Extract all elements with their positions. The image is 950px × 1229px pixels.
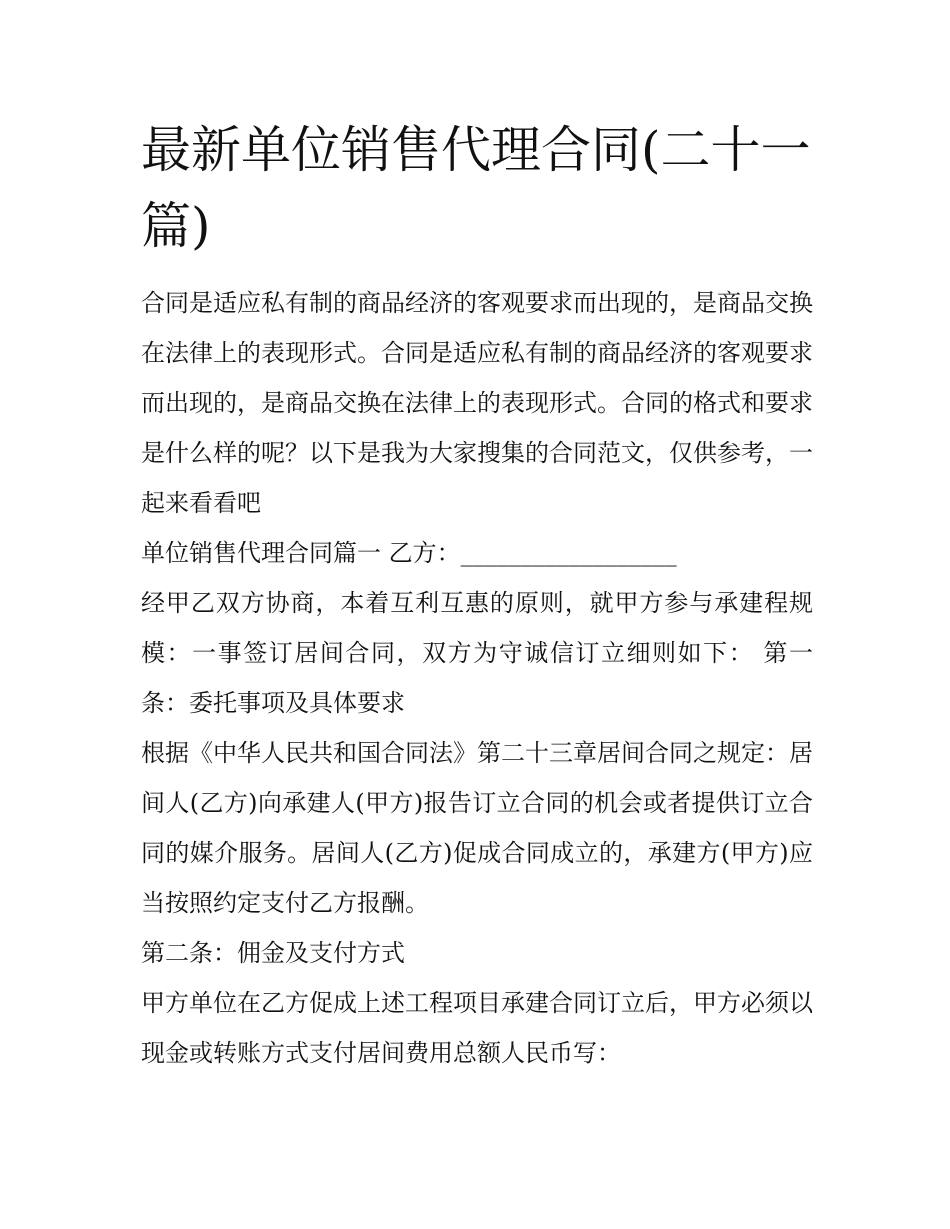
legal-basis-paragraph: 根据《中华人民共和国合同法》第二十三章居间合同之规定：居间人(乙方)向承建人(甲方)报告订立合同的机会或者提供订立合同的媒介服务。居间人(乙方)促成合同成立的，承建方(甲方)应当按照约定支付乙方报酬。 bbox=[141, 739, 813, 917]
contract-heading-party-b: 单位销售代理合同篇一 乙方：__________________ bbox=[141, 539, 677, 567]
intro-paragraph: 合同是适应私有制的商品经济的客观要求而出现的，是商品交换在法律上的表现形式。合同是适应私有制的商品经济的客观要求而出现的，是商品交换在法律上的表现形式。合同的格式和要求是什么样的呢？以下是我为大家搜集的合同范文，仅供参考，一起来看看吧 bbox=[141, 289, 813, 517]
consultation-paragraph: 经甲乙双方协商，本着互利互惠的原则，就甲方参与承建程规模：一事签订居间合同，双方为守诚信订立细则如下： 第一条：委托事项及具体要求 bbox=[141, 589, 813, 717]
document-page bbox=[141, 112, 813, 1078]
document-title: 最新单位销售代理合同(二十一篇) bbox=[141, 121, 811, 255]
article-two-heading: 第二条：佣金及支付方式 bbox=[141, 939, 405, 967]
payment-paragraph: 甲方单位在乙方促成上述工程项目承建合同订立后，甲方必须以现金或转账方式支付居间费用总额人民币写： bbox=[141, 989, 813, 1067]
